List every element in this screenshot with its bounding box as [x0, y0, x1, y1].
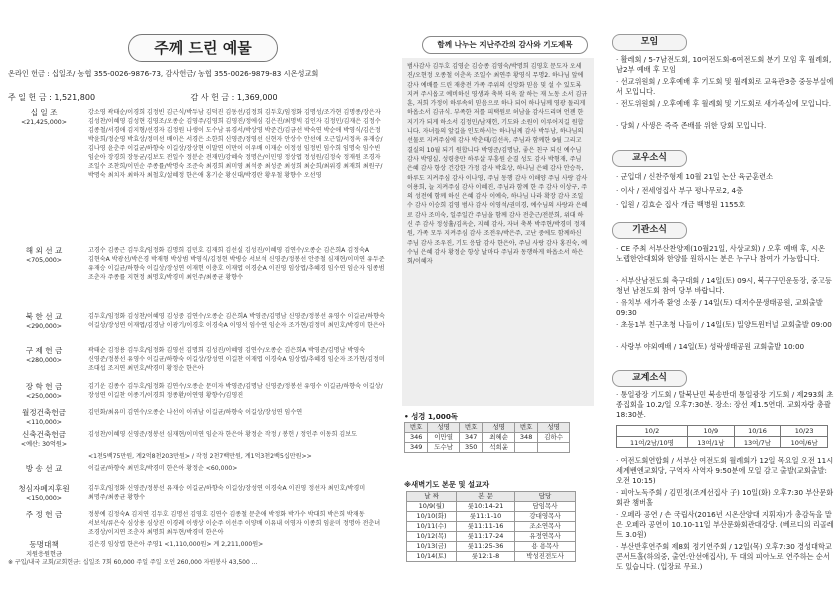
table-row — [407, 532, 576, 542]
table-row — [617, 437, 828, 448]
table-row — [405, 443, 570, 453]
table-cell: 도수남 — [428, 443, 460, 453]
prayer-column — [392, 0, 602, 594]
row-names: 김두호/임정화 김성찬/이혜영 김성중 김연수/오종순 김은희A 박영준/김명남 신영준/정봉선 유영수 이길균/하향숙 이길상/장성연 이재엽/김경남 이광기/이경호 이경숙A 이영석 임수연 임순자 조가현/김정미 최민호/박경미 한은아 — [88, 313, 385, 329]
header-cell: 본 문 — [457, 492, 515, 502]
table-row — [407, 522, 576, 532]
table-cell: 룻12:1-8 — [457, 552, 515, 562]
row-label: 동명대책 지원응원헌금 — [26, 540, 62, 558]
bible-reading-label: • 성경 1,000독 — [404, 412, 458, 421]
offering-row — [8, 484, 386, 506]
list-item: · 이사 / 전세영집사 부구 평나무로2, 4층 — [616, 186, 744, 195]
header-cell: 성명 — [428, 423, 460, 433]
table-cell: 룻11:11-16 — [457, 522, 515, 532]
list-item: · 사랑부 야외예배 / 14일(토) 성락생태공원 교회출발 10:00 — [616, 342, 805, 351]
attendance-table — [616, 425, 828, 448]
row-label: 방 송 선 교 — [25, 464, 63, 473]
list-item: · CE 주최 서부산찬양제(10월21일, 사상교회) / 오후 예배 후, 시온 노랩한안대회와 한양를 원하시는 분은 누구나 참여가 가능합니다. — [616, 244, 826, 264]
table-cell: 10/9(월) — [407, 502, 457, 512]
offering-row — [8, 246, 386, 302]
table-cell — [538, 443, 570, 453]
row-label: 청심자폐지후원 <150,000> — [18, 484, 70, 502]
table-cell: 담임목사 — [515, 502, 576, 512]
row-names: 고경수 김종근 김두호/임정화 김명희 김민호 김재희 김선실 김성진/이혜영 김연수/오종순 김은희A 김정숙A 김현숙A 박광선/박은경 박재형 박상범 박영식/김정현 박병승 서보석 신영준/정봉선 안증철 심재현/이미연 유두준 유재승 이길균/하향숙 이길상/장성연 이재헌 이충호 이재엽 이경순A 이진영 임상엽/추혜경 임수연 임순자 임종범 조춘자 주종률 지현정 최명호/박경미 최인주/최종균 황향수 — [88, 247, 385, 281]
table-cell: 유정연목사 — [515, 532, 576, 542]
header-cell: 담당 — [515, 492, 576, 502]
row-label: 구 제 헌 금 <280,000> — [25, 346, 63, 364]
offering-row — [8, 430, 386, 450]
section-heading-gigwan: 기관소식 — [612, 222, 687, 239]
table-cell: 김하수 — [538, 433, 570, 443]
header-cell: 성명 — [483, 423, 515, 433]
table-row — [407, 552, 576, 562]
row-label: 북 한 선 교 <290,000> — [25, 312, 63, 330]
table-cell: 13여/1남 — [687, 437, 734, 448]
header-cell: 번호 — [405, 423, 428, 433]
list-item: · 전도위원회 / 오후예배 후 월례회 및 기도회로 새가족실에 모입니다. — [616, 99, 832, 108]
row-label: 십 일 조 <21,425,000> — [21, 108, 67, 126]
list-item: · 당회 / 사생은 즉즉 존배를 위한 당회 모입니다. — [616, 121, 767, 130]
list-item: · 서부산남전도회 축구대회 / 14일(토) 09시, 북구구민운동장, 중고등 청년 남전도회 참여 당부 바랍니다. — [616, 276, 832, 296]
table-cell: 348 — [514, 433, 537, 443]
list-item: · 군입대 / 신찬주형제 10월 21일 논산 육군훈련소 — [616, 172, 774, 181]
header-cell: 10/16 — [734, 426, 781, 437]
table-header-row — [407, 492, 576, 502]
header-cell: 날 짜 — [407, 492, 457, 502]
table-row — [407, 512, 576, 522]
offering-column — [0, 0, 392, 594]
offering-row — [8, 408, 386, 426]
bible-reading-table — [404, 422, 570, 453]
row-label: 장 학 헌 금 <250,000> — [25, 382, 63, 400]
section-heading-moim: 모임 — [612, 34, 687, 51]
table-cell: 10/10(화) — [407, 512, 457, 522]
row-names: 김기운 김종수 김두호/임정화 김연수/오종순 문미자 박영준/김명남 신영준/정봉선 유영수 이길균/하향숙 이길상/장성연 이길찬 이종기/이경희 정종환/이연영 황향수/김영진 — [88, 383, 383, 399]
table-row — [407, 502, 576, 512]
row-names: 김은경 임상엽 한은아 주영1 <1,110,000원> 계 2,211,000원> — [88, 541, 264, 548]
row-label: 신축건축헌금 <예산: 30억원> — [20, 430, 68, 448]
sunday-offering: 주 일 헌 금 : 1,521,800 — [8, 93, 96, 102]
offering-row — [8, 346, 386, 376]
table-cell: 346 — [405, 433, 428, 443]
footer-note: ※ 구입/내국 교회/교회헌금: 십일조 7회 60,000 주일 주일 오인 260,000 자원봉사 43,500 ... — [8, 559, 258, 566]
offering-row — [8, 510, 386, 538]
offering-totals — [8, 92, 386, 104]
row-names: <1천5백75만원, 계2억8천203만원> / 작정 2천7백만원, 계1억3천2백5십만원>> — [88, 453, 312, 460]
dawn-prayer-label: ※새벽기도 본문 및 설교자 — [404, 480, 490, 489]
table-cell: 13여/7남 — [734, 437, 781, 448]
table-cell: 강대영목사 — [515, 512, 576, 522]
table-cell — [514, 443, 537, 453]
table-cell: 350 — [459, 443, 482, 453]
table-header-row — [617, 426, 828, 437]
table-cell: 룻11:17-24 — [457, 532, 515, 542]
section-heading-gyowoo: 교우소식 — [612, 150, 687, 167]
table-cell: 룻11:1-10 — [457, 512, 515, 522]
offering-row — [8, 312, 386, 342]
table-cell: 11여/2남/10명 — [617, 437, 688, 448]
offering-row — [8, 452, 386, 462]
table-header-row — [405, 423, 570, 433]
dawn-prayer-table — [406, 491, 576, 562]
table-cell: 용 용목사 — [515, 542, 576, 552]
table-row — [407, 542, 576, 552]
offering-row — [8, 540, 386, 558]
table-cell: 10/13(금) — [407, 542, 457, 552]
header-cell: 성명 — [538, 423, 570, 433]
offering-row — [8, 108, 386, 234]
row-names: 이길균/하향숙 최민호/박경미 한은아 황정순 <60,000> — [88, 465, 238, 472]
table-cell: 10/12(목) — [407, 532, 457, 542]
list-item: · 피아노독주회 / 김민정(조계선집사 子) 10일(화) 오후7:30 부산문화회관 챔버홀 — [616, 488, 834, 508]
list-item: · 통일광장 기도회 / 탈북난민 북송반대 통일광장 기도회 / 제293회 초종집회을 10.2/일 오후7:30분. 장소: 장선 제1.5연대. 교회자랑 총괄 18:30분. — [616, 390, 834, 420]
list-item: · 초등1부 친구초청 나들이 / 14일(토) 밀양트윈터널 교회출발 09:00 — [616, 320, 832, 329]
header-cell: 10/9 — [687, 426, 734, 437]
table-cell: 최혜순 — [483, 433, 515, 443]
row-label: 주 정 헌 금 — [25, 510, 63, 519]
offering-row — [8, 382, 386, 402]
row-names: 강소영 곽태순/이경희 김정빈 김근식/박두남 김덕진 김동선/김정희 김두호/임정화 김명성/조가현 김명종/장은자 김성찬/이혜영 김성현 김영조/오종순 김영주/김영희 김영진/정에심 김은진/최명빅 김인자 김정민/김재은 김정수 김종철/서경애 김지형/선경자 김정원 나생이 도수남 류경서/박상영 박준건/김금선 박숙연 박순애 박영식/김은정 박윤희/정순영 박효상/정미선 배이은 서경은 소한희 신영준/정영선 신현자 안상수 안선애 오근일/서정옥 유재승/김나영 윤춘주 이길균/하향숙 이길상/장상현 이말연 이만이 이우배 이재순 이정성 임정빈 임수희 임명숙 임수빈 임순아 장경희 장동균/김보도 전일수 정분순 전재민/강혜숙 정명은/이민영 정상엽 정성원/김정숙 정재원 조경자 조일수 조찬희/이민순 주종률/박명숙 조준숙 최경희 최미영 최석중 최성준 최성희 최순희/최위경 최재희 최원구/박명숙 최치자 최하자 최철호/설혜정 한은애 홍기순 황신대/박경란 황우철 황향수 오선영 — [88, 109, 383, 179]
row-label: 월정건축헌금 <110,000> — [21, 408, 66, 426]
row-label: 해 외 선 교 <705,000> — [25, 246, 63, 264]
table-cell: 박성진전도사 — [515, 552, 576, 562]
offering-row — [8, 464, 386, 476]
table-cell: 10/14(토) — [407, 552, 457, 562]
row-names: 정봉예 김정숙A 김지연 김두호 김명선 김영호 김연수 김종철 문춘애 박정화 박가수 박대희 박은희 박재동 서보석/류은숙 심상용 심상진 이경례 이생상 이순주 이선주 이양배 이유내 이영자 이종희 임윤미 정명아 전춘녀 조경상/이지연 조춘자 최명희 최두현/박경미 한은아 — [88, 511, 381, 536]
list-item: · 오페라 공연 / 손 국립사(2016년 시온산양대 지휘자)가 총감독을 맡은 오페라 공연이 10.10-11일 부산문화회관대강당. (베르디의 리골레트 3.0원) — [616, 510, 834, 540]
thanks-offering: 감 사 헌 금 : 1,369,000 — [190, 93, 278, 102]
list-item: · 유치부 새가족 환영 소풍 / 14일(토) 대저수문생태공원, 교회출발 09:30 — [616, 298, 823, 318]
header-cell: 번호 — [514, 423, 537, 433]
list-item: · 여전도회연합회 / 서부산 여전도회 월례회가 12일 목요일 오전 11시 세계벤엔교회당, 구역자 사역자 9:50분에 모일 감고 출발(교회출발: 오전 10:15) — [616, 456, 834, 486]
header-cell: 10/23 — [781, 426, 828, 437]
list-item: · 활레회 / 5-7남전도회, 10여전도회-6여전도회 분기 모임 후 월례회, 남2부 예배 후 모임 — [616, 55, 832, 75]
table-cell: 룻11:25-36 — [457, 542, 515, 552]
table-cell: 조소연목사 — [515, 522, 576, 532]
row-names: 김두호/임정화 신영준/정봉선 유재승 이길균/하향숙 이길상/장성연 이경숙A 이진영 정선자 최민호/박경미 최명주/최종균 황향수 — [88, 485, 366, 501]
section-heading-gyegye: 교계소식 — [612, 370, 687, 387]
table-cell: 347 — [459, 433, 482, 443]
row-names: 김성찬/이혜영 신영준/정봉선 심재현/이미연 임순자 한은아 황정순 작정 / 봉헌 / 정인주 이동희 김보도 — [88, 431, 357, 438]
prayer-letter-body: 범사감사 김두호 김영순 김승종 김영숙/박명희 김영호 문도자 오세진/오현정 오종철 이춘옥 조일수 최연주 황영식 무명2. 하나님 앞에 감사 예배를 드린 재충전 가족 주위의 신앙화 믿음 및 설 수 있도록 지켜 주시옵고 예비하신 영생과 축복 더욱 잘 하는 재 노동 소서 김규훈, 저희 가정이 하루속히 믿음으로 하나 되어 하나님께 영광 돌리게 하옵소서 김규식. 부족한 저를 피택원로 허남을 감사드리며 언젠 한지기가 되게 하소서 김정민/남재헌, 기도와 소원이 이루어지길 원합니다. 자녀들의 앞길을 인도하시는 하나님께 감사 박두남, 하나님의 선물로 지켜주심에 감사 박춘태/김선옥, 주님과 함께한 9월 그리고 결실의 10월 되기 원합니다 박영준/김명남, 좋은 친구 되신 예수님 감사 박영실, 성령충만 하루살 부흥원 순결 성도 감사 박형재, 주님 은혜 감사 항상 건강한 가정 감사 박효상, 하나님 은혜 감사 안승득, 하루도 지켜주심 감사 이나영, 주님 동행 감사 이해양 주님 사랑 감사 이용희, 늘 지켜주심 감사 이혜진, 주님과 함께 한 주 감사 이상구, 주의 성전에 함께 하신 은혜 감사 이예숙, 하나님 나라 확장 감사 조일수 감사 이승희 김영 범사 감사 이영석/권미경, 예수님의 사랑과 은혜로 감사 조미숙, 일주일간 주님을 함께 감사 전춘근/전분희, 위대 하신 주 감사 정성휼/김옥순, 지혜 감사, 자녀 축복 박주현/박경미 정재원, 가족 모두 지켜주심 감사 조전우/박은주, 고난 중에도 함께하신 주님 감사 조우진, 기도 응답 감사 한은아, 주님 사랑 감사 홍진숙, 예수님 은혜 감사 황정순 항상 날마다 주님과 동행하게 하옵소서 하은회/이혜자 — [402, 58, 594, 406]
list-item: · 선교위원회 / 오후예배 후 기도회 및 월례회로 교육관3층 중등부실에서 모입니다. — [616, 77, 834, 97]
header-cell: 10/2 — [617, 426, 688, 437]
row-names: 곽태순 김정용 김두호/임정화 김영선 김명희 김성진/이혜영 김연수/오종순 김은희A 박영준/김명남 박영숙 신영준/정봉선 유영수 이길균/하향숙 이길상/장성연 이길찬 이재엽 이경숙A 임상엽/추혜경 임순자 조가현/김정미 조대섭 조지연 최민호/박경미 황정순 한은아 — [88, 347, 385, 372]
list-item: · 부산반후연주회 제8회 정기연주회 / 12일(목) 오후7:30 경성대학교 콘서트홀(하의중, 출연:안선애집사), 두 대의 피아노로 연주하는 순서도 있습니다. (입장료 무료.) — [616, 542, 832, 572]
table-cell: 10/11(수) — [407, 522, 457, 532]
row-names: 김민화/최유미 김연수/오종순 나선이 이귀남 이길균/하향숙 이길상/장성연 임수연 — [88, 409, 303, 416]
table-cell: 이만열 — [428, 433, 460, 443]
news-column — [602, 0, 840, 594]
account-info: 온라인 헌금 : 십일조/ 농협 355-0026-9876-73, 감사헌금/ 농협 355-0026-9879-83 시온성교회 — [8, 69, 319, 78]
list-item: · 입원 / 김효순 집사 개금 백병원 1155호 — [616, 200, 746, 209]
offering-title: 주께 드린 예물 — [128, 34, 278, 62]
table-row — [405, 433, 570, 443]
letter-title: 함께 나누는 지난주간의 감사와 기도제목 — [422, 36, 588, 54]
table-cell: 10여/6남 — [781, 437, 828, 448]
header-cell: 번호 — [459, 423, 482, 433]
table-cell: 룻10:14-21 — [457, 502, 515, 512]
table-cell: 349 — [405, 443, 428, 453]
table-cell: 석희윤 — [483, 443, 515, 453]
